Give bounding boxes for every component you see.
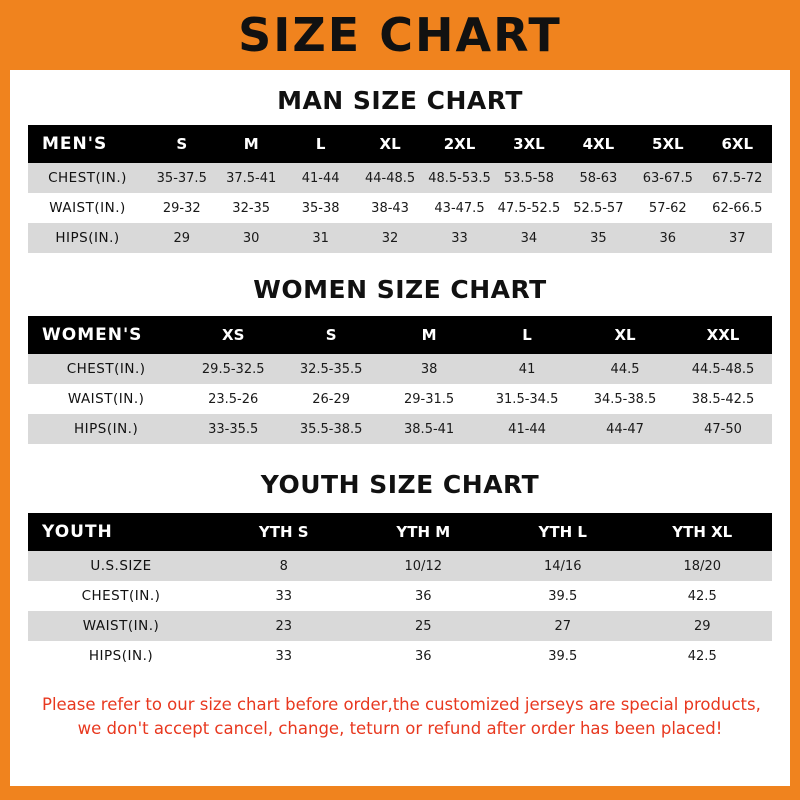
man-cell-1-2: 35-38	[301, 200, 340, 216]
women-cell-2-3: 41-44	[508, 421, 546, 437]
man-cell-1-3: 38-43	[371, 200, 409, 216]
man-header-cell-9: 6XL	[721, 135, 754, 153]
women-cell-0-2: 38	[420, 361, 438, 377]
women-cell-2-4: 44-47	[606, 421, 644, 437]
man-cell-2-8: 37	[728, 230, 746, 246]
women-cell-1-1: 26-29	[312, 391, 351, 407]
man-cell-1-5: 47.5-52.5	[497, 200, 561, 216]
women-cell-2-0: 33-35.5	[208, 421, 259, 437]
youth-header-cell-2: YTH M	[396, 523, 451, 541]
page-title: SIZE CHART	[238, 8, 562, 62]
man-cell-0-1: 37.5-41	[226, 170, 277, 186]
youth-header-cell-1: YTH S	[258, 523, 309, 541]
table-row	[28, 193, 772, 223]
youth-cell-2-0: 23	[275, 618, 293, 634]
women-cell-1-5: 38.5-42.5	[691, 391, 755, 407]
man-cell-1-0: 29-32	[162, 200, 201, 216]
youth-cell-2-3: 29	[693, 618, 711, 634]
table-header-row	[28, 513, 772, 551]
man-cell-0-3: 44-48.5	[364, 170, 416, 186]
man-header-cell-8: 5XL	[652, 135, 684, 153]
youth-row-0-label: U.S.SIZE	[90, 558, 152, 574]
table-header-row	[28, 125, 772, 163]
table-header-row	[28, 316, 772, 354]
man-cell-1-6: 52.5-57	[573, 200, 624, 216]
women-header-cell-0: WOMEN'S	[42, 325, 143, 345]
youth-table-head	[28, 513, 772, 551]
man-cell-0-6: 58-63	[579, 170, 618, 186]
women-cell-2-1: 35.5-38.5	[299, 421, 363, 437]
man-cell-2-1: 30	[242, 230, 260, 246]
women-section-title: WOMEN SIZE CHART	[253, 275, 547, 304]
table-row	[28, 641, 772, 671]
women-header-cell-1: XS	[222, 326, 245, 344]
footer-note	[28, 693, 772, 741]
table-row	[28, 581, 772, 611]
man-header-cell-6: 3XL	[513, 135, 545, 153]
man-row-0-label: CHEST(IN.)	[48, 170, 127, 186]
man-cell-0-0: 35-37.5	[156, 170, 207, 186]
youth-cell-1-3: 42.5	[687, 588, 717, 604]
header-band	[0, 0, 800, 70]
man-cell-2-5: 34	[520, 230, 538, 246]
youth-row-2-label: WAIST(IN.)	[82, 618, 160, 634]
footer-note-line-2: we don't accept cancel, change, teturn or refund after order has been placed!	[77, 718, 723, 738]
women-cell-2-2: 38.5-41	[404, 421, 455, 437]
man-size-table	[28, 125, 772, 253]
man-section-title: MAN SIZE CHART	[277, 86, 523, 115]
youth-cell-2-1: 25	[414, 618, 432, 634]
youth-cell-3-1: 36	[414, 648, 432, 664]
youth-cell-3-2: 39.5	[548, 648, 578, 664]
youth-cell-2-2: 27	[554, 618, 572, 634]
man-cell-0-7: 63-67.5	[642, 170, 693, 186]
man-cell-0-8: 67.5-72	[712, 170, 763, 186]
women-cell-1-0: 23.5-26	[208, 391, 259, 407]
man-row-2-label: HIPS(IN.)	[55, 230, 120, 246]
women-cell-1-3: 31.5-34.5	[495, 391, 559, 407]
man-cell-1-4: 43-47.5	[434, 200, 485, 216]
table-row	[28, 354, 772, 384]
man-cell-2-2: 31	[312, 230, 329, 246]
footer-note-line-1: Please refer to our size chart before order,the customized jerseys are special products,	[42, 695, 761, 714]
women-cell-0-4: 44.5	[610, 361, 640, 377]
women-size-table	[28, 316, 772, 444]
man-header-cell-5: 2XL	[443, 135, 476, 153]
man-cell-2-4: 33	[451, 230, 468, 246]
man-cell-2-7: 36	[659, 230, 677, 246]
youth-cell-3-3: 42.5	[687, 648, 717, 664]
women-header-cell-6: XXL	[706, 326, 740, 344]
man-row-1-label: WAIST(IN.)	[49, 200, 126, 216]
man-cell-1-8: 62-66.5	[712, 200, 763, 216]
man-header-cell-1: S	[176, 135, 188, 153]
man-header-cell-0: MEN'S	[42, 134, 108, 154]
table-row	[28, 384, 772, 414]
man-cell-1-1: 32-35	[232, 200, 271, 216]
man-header-cell-4: XL	[379, 135, 401, 153]
women-cell-0-0: 29.5-32.5	[201, 361, 265, 377]
table-row	[28, 611, 772, 641]
youth-row-3-label: HIPS(IN.)	[88, 648, 154, 664]
table-row	[28, 414, 772, 444]
table-row	[28, 163, 772, 193]
man-cell-2-6: 35	[590, 230, 607, 246]
youth-header-cell-4: YTH XL	[672, 523, 733, 541]
man-cell-1-7: 57-62	[648, 200, 687, 216]
youth-cell-0-1: 10/12	[404, 558, 442, 574]
women-cell-2-5: 47-50	[704, 421, 742, 437]
man-table-head	[28, 125, 772, 163]
man-header-cell-7: 4XL	[582, 135, 615, 153]
women-cell-0-3: 41	[518, 361, 536, 377]
youth-cell-0-2: 14/16	[544, 558, 582, 574]
table-row	[28, 223, 772, 253]
man-cell-0-5: 53.5-58	[503, 170, 555, 186]
youth-cell-1-1: 36	[414, 588, 432, 604]
man-cell-0-4: 48.5-53.5	[428, 170, 491, 186]
women-cell-1-4: 34.5-38.5	[593, 391, 657, 407]
youth-cell-1-0: 33	[275, 588, 293, 604]
man-table-body	[28, 163, 772, 253]
women-cell-0-5: 44.5-48.5	[691, 361, 755, 377]
women-header-cell-4: L	[522, 326, 532, 344]
women-row-1-label: WAIST(IN.)	[67, 391, 145, 407]
man-header-cell-3: L	[315, 135, 326, 153]
table-row	[28, 551, 772, 581]
man-cell-2-3: 32	[381, 230, 399, 246]
women-row-2-label: HIPS(IN.)	[73, 421, 139, 437]
women-header-cell-5: XL	[614, 326, 636, 344]
bottom-band	[10, 786, 790, 800]
youth-table-body	[28, 551, 772, 671]
youth-cell-0-0: 8	[279, 558, 288, 574]
youth-section-title: YOUTH SIZE CHART	[260, 470, 540, 499]
women-cell-0-1: 32.5-35.5	[299, 361, 363, 377]
man-cell-2-0: 29	[173, 230, 191, 246]
man-cell-0-2: 41-44	[301, 170, 340, 186]
women-header-cell-2: S	[325, 326, 337, 344]
women-row-0-label: CHEST(IN.)	[66, 361, 146, 377]
youth-size-table	[28, 513, 772, 671]
women-header-cell-3: M	[421, 326, 437, 344]
youth-header-cell-3: YTH L	[538, 523, 587, 541]
youth-cell-1-2: 39.5	[548, 588, 578, 604]
women-table-body	[28, 354, 772, 444]
content-area	[10, 86, 790, 741]
youth-header-cell-0: YOUTH	[42, 522, 113, 542]
youth-row-1-label: CHEST(IN.)	[81, 588, 161, 604]
youth-cell-0-3: 18/20	[683, 558, 721, 574]
youth-cell-3-0: 33	[275, 648, 293, 664]
women-cell-1-2: 29-31.5	[404, 391, 455, 407]
man-header-cell-2: M	[243, 135, 259, 153]
women-table-head	[28, 316, 772, 354]
